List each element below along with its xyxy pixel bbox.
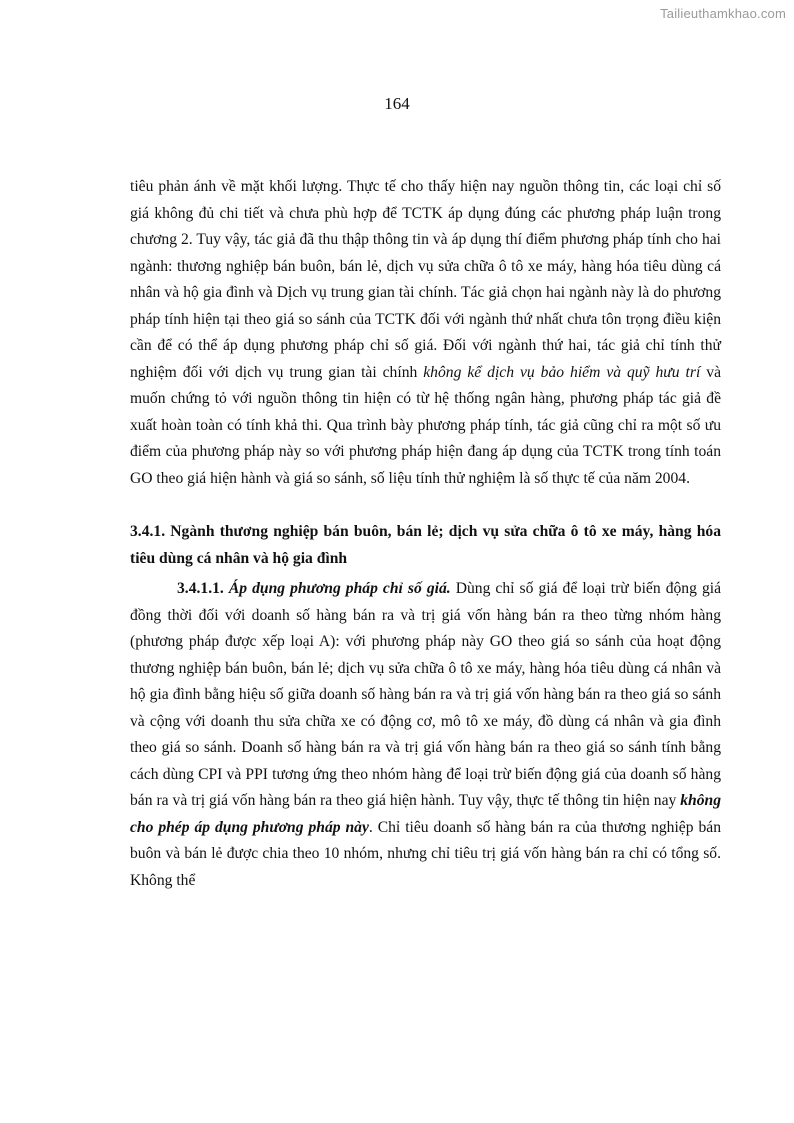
paragraph-intro (130, 174, 721, 492)
subsection-title: Áp dụng phương pháp chỉ số giá. (228, 580, 451, 597)
paragraph-intro-text-b: và muốn chứng tỏ với nguồn thông tin hiện có từ hệ thống ngân hàng, phương pháp tác giả đề xuất hoàn toàn có tính khả thi. Qua trình bày phương pháp tính, tác giả cũng chỉ ra một số ưu điểm của phương pháp này so với phương pháp hiện đang áp dụng của TCTK trong tính toán GO theo giá hiện hành và giá so sánh, số liệu tính thử nghiệm là số thực tế của năm 2004. (130, 363, 721, 487)
paragraph-intro-italic: không kể dịch vụ bảo hiểm và quỹ hưu trí (423, 363, 701, 381)
subsection-number: 3.4.1.1. (177, 580, 229, 597)
section-heading: 3.4.1. Ngành thương nghiệp bán buôn, bán lẻ; dịch vụ sửa chữa ô tô xe máy, hàng hóa tiêu dùng cá nhân và hộ gia đình (130, 523, 721, 567)
paragraph-method (130, 576, 721, 894)
paragraph-method-text-a: Dùng chỉ số giá để loại trừ biến động giá đồng thời đối với doanh số hàng bán ra và trị giá vốn hàng bán ra theo từng nhóm hàng (phương pháp được xếp loại A): với phương pháp này GO theo giá so sánh của hoạt động thương nghiệp bán buôn, bán lẻ; dịch vụ sửa chữa ô tô xe máy, hàng hóa tiêu dùng cá nhân và hộ gia đình bằng hiệu số giữa doanh số hàng bán ra và trị giá vốn hàng bán ra theo giá so sánh và cộng với doanh thu sửa chữa xe có động cơ, mô tô xe máy, đồ dùng cá nhân và gia đình theo giá so sánh. Doanh số hàng bán ra và trị giá vốn hàng bán ra theo giá so sánh tính bằng cách dùng CPI và PPI tương ứng theo nhóm hàng để loại trừ biến động giá của doanh số hàng bán ra và trị giá vốn hàng bán ra theo giá hiện hành. Tuy vậy, thực tế thông tin hiện nay (130, 580, 721, 809)
paragraph-intro-text-a: tiêu phản ánh về mặt khối lượng. Thực tế cho thấy hiện nay nguồn thông tin, các loại chỉ số giá không đủ chi tiết và chưa phù hợp để TCTK áp dụng đúng các phương pháp luận trong chương 2. Tuy vậy, tác giả đã thu thập thông tin và áp dụng thí điểm phương pháp tính cho hai ngành: thương nghiệp bán buôn, bán lẻ, dịch vụ sửa chữa ô tô xe máy, hàng hóa tiêu dùng cá nhân và hộ gia đình và Dịch vụ trung gian tài chính. Tác giả chọn hai ngành này là do phương pháp tính hiện tại theo giá so sánh của TCTK đối với ngành thứ nhất chưa tôn trọng điều kiện cần để có thể áp dụng phương pháp chỉ số giá. Đối với ngành thứ hai, tác giả chỉ tính thử nghiệm đối với dịch vụ trung gian tài chính (130, 178, 721, 381)
paragraph-method-text-b: . Chỉ tiêu doanh số hàng bán ra của thương nghiệp bán buôn và bán lẻ được chia theo 10 nhóm, nhưng chỉ tiêu trị giá vốn hàng bán ra chỉ có tổng số. Không thể (130, 818, 721, 889)
paragraph-method-emphasis: không cho phép áp dụng phương pháp này (130, 792, 721, 836)
watermark-text: Tailieuthamkhao.com (660, 6, 786, 21)
document-body (130, 174, 721, 894)
page-number: 164 (384, 94, 410, 113)
